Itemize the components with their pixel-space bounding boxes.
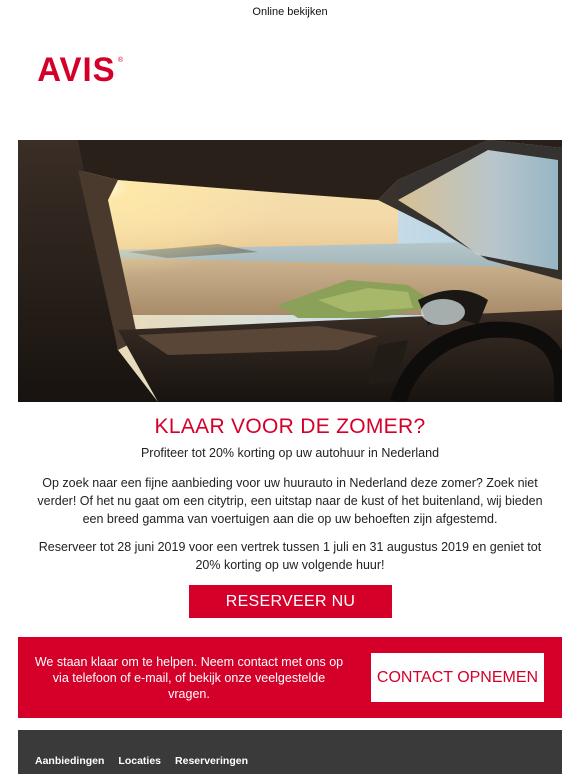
hero-illustration (18, 140, 562, 402)
logo-text: AVIS (37, 51, 116, 89)
subheadline: Profiteer tot 20% korting op uw autohuur in Nederland (140, 446, 440, 460)
help-text: We staan klaar om te helpen. Neem contact met ons op via telefoon of e-mail, of bekijk onze veelgestelde vragen. (34, 655, 344, 701)
footer-link-offers[interactable]: Aanbiedingen (35, 755, 105, 767)
footer (18, 730, 562, 774)
view-online-link[interactable]: Online bekijken (252, 6, 328, 18)
footer-link-reservations[interactable]: Reserveringen (175, 755, 248, 767)
help-banner (18, 637, 562, 718)
hero-image[interactable] (18, 140, 562, 402)
offer-paragraph: Reserveer tot 28 juni 2019 voor een vertrek tussen 1 juli en 31 augustus 2019 en geniet tot 20% korting op uw volgende huur! (38, 540, 542, 572)
headline: KLAAR VOOR DE ZOMER? (154, 415, 426, 438)
reserve-now-button[interactable]: RESERVEER NU (189, 585, 392, 618)
intro-paragraph: Op zoek naar een fijne aanbieding voor uw huurauto in Nederland deze zomer? Zoek niet verder! Of het nu gaat om een citytrip, een uitstap naar de kust of het buitenland, wij bieden een breed gamma van voertuigen aan die op uw behoeften zijn afgestemd. (37, 476, 543, 526)
footer-link-locations[interactable]: Locaties (118, 755, 162, 767)
avis-logo[interactable] (36, 51, 122, 90)
registered-mark: ® (117, 57, 124, 64)
footer-nav (35, 755, 248, 767)
contact-button[interactable]: CONTACT OPNEMEN (371, 653, 544, 702)
